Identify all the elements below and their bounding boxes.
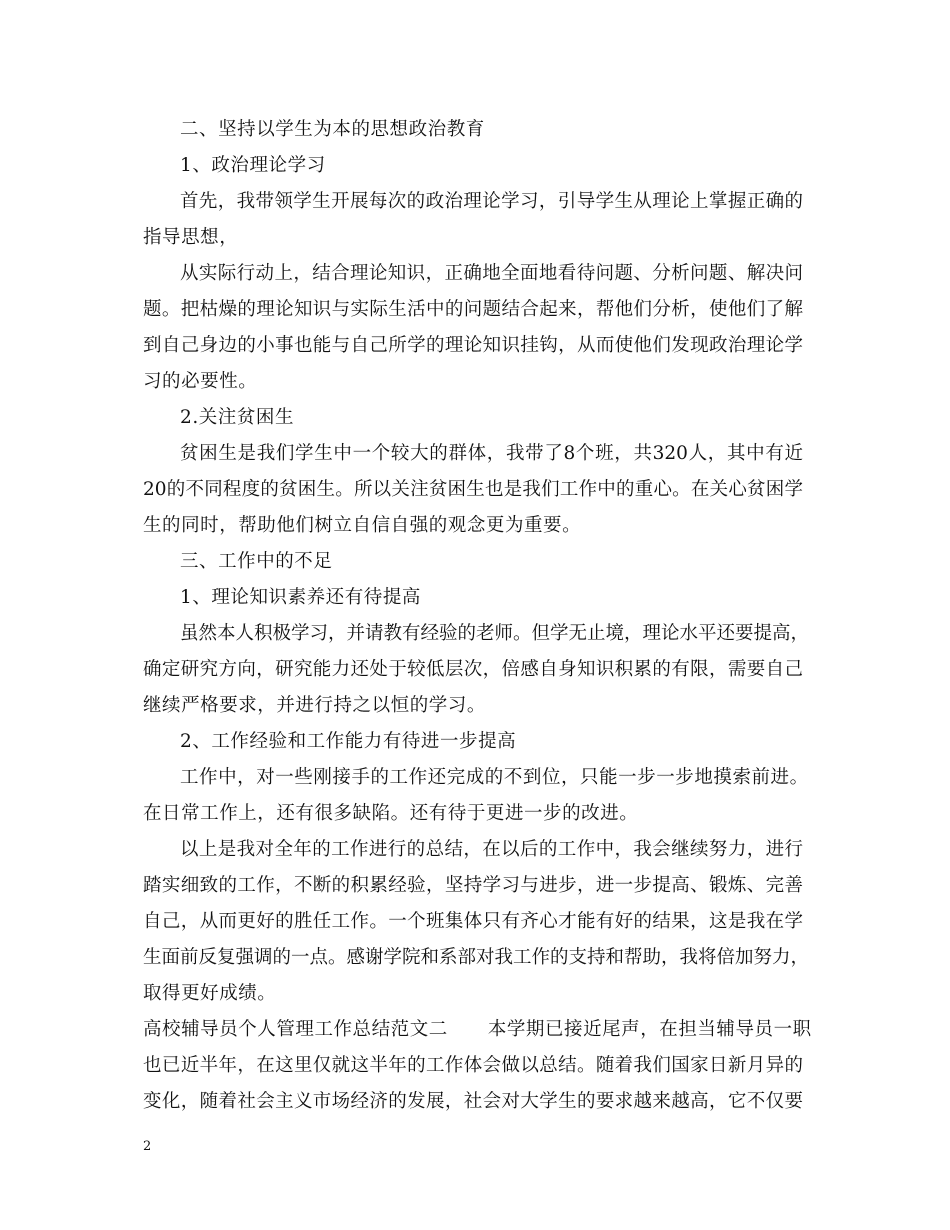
paragraph-line: 工作中，对一些刚接手的工作还完成的不到位，只能一步一步地摸索前进。 — [180, 767, 809, 788]
section-heading: 二、坚持以学生为本的思想政治教育 — [180, 119, 485, 140]
subsection-heading: 1、理论知识素养还有待提高 — [180, 587, 421, 608]
paragraph-line: 确定研究方向，研究能力还处于较低层次，倍感自身知识积累的有限，需要自己 — [143, 659, 803, 680]
article-intro: 本学期已接近尾声，在担当辅导员一职 — [487, 1019, 812, 1040]
paragraph-line: 到自己身边的小事也能与自己所学的理论知识挂钩，从而使他们发现政治理论学 — [143, 335, 803, 356]
paragraph-line: 20的不同程度的贫困生。所以关注贫困生也是我们工作中的重心。在关心贫困学 — [143, 479, 803, 500]
subsection-heading: 1、政治理论学习 — [180, 155, 326, 176]
paragraph-line: 以上是我对全年的工作进行的总结，在以后的工作中，我会继续努力，进行 — [180, 839, 803, 860]
paragraph-line: 变化，随着社会主义市场经济的发展，社会对大学生的要求越来越高，它不仅要 — [143, 1091, 803, 1112]
paragraph-line: 自己，从而更好的胜任工作。一个班集体只有齐心才能有好的结果，这是我在学 — [143, 911, 803, 932]
paragraph-line: 指导思想， — [143, 227, 239, 248]
paragraph-line: 从实际行动上，结合理论知识，正确地全面地看待问题、分析问题、解决问 — [180, 263, 803, 284]
paragraph-line: 虽然本人积极学习，并请教有经验的老师。但学无止境，理论水平还要提高， — [180, 623, 810, 644]
paragraph-line: 踏实细致的工作，不断的积累经验，坚持学习与进步，进一步提高、锻炼、完善 — [143, 875, 803, 896]
article-title: 高校辅导员个人管理工作总结范文二 — [143, 1019, 448, 1040]
article-title-line — [143, 1012, 812, 1048]
subsection-heading: 2、工作经验和工作能力有待进一步提高 — [180, 731, 517, 752]
paragraph-line: 生的同时，帮助他们树立自信自强的观念更为重要。 — [143, 515, 582, 536]
document-body — [143, 112, 812, 1120]
paragraph-line: 题。把枯燥的理论知识与实际生活中的问题结合起来，帮他们分析，使他们了解 — [143, 299, 803, 320]
paragraph-line: 生面前反复强调的一点。感谢学院和系部对我工作的支持和帮助，我将倍加努力， — [143, 947, 810, 968]
paragraph-line: 贫困生是我们学生中一个较大的群体，我带了8个班，共320人，其中有近 — [180, 443, 803, 464]
section-heading: 三、工作中的不足 — [180, 551, 333, 572]
page-number: 2 — [143, 1139, 152, 1154]
subsection-heading: 2.关注贫困生 — [180, 407, 295, 428]
paragraph-line: 也已近半年，在这里仅就这半年的工作体会做以总结。随着我们国家日新月异的 — [143, 1055, 803, 1076]
paragraph-line: 继续严格要求，并进行持之以恒的学习。 — [143, 695, 486, 716]
paragraph-line: 取得更好成绩。 — [143, 983, 277, 1004]
paragraph-line: 首先，我带领学生开展每次的政治理论学习，引导学生从理论上掌握正确的 — [180, 191, 803, 212]
paragraph-line: 在日常工作上，还有很多缺陷。还有待于更进一步的改进。 — [143, 803, 639, 824]
paragraph-line: 习的必要性。 — [143, 371, 258, 392]
